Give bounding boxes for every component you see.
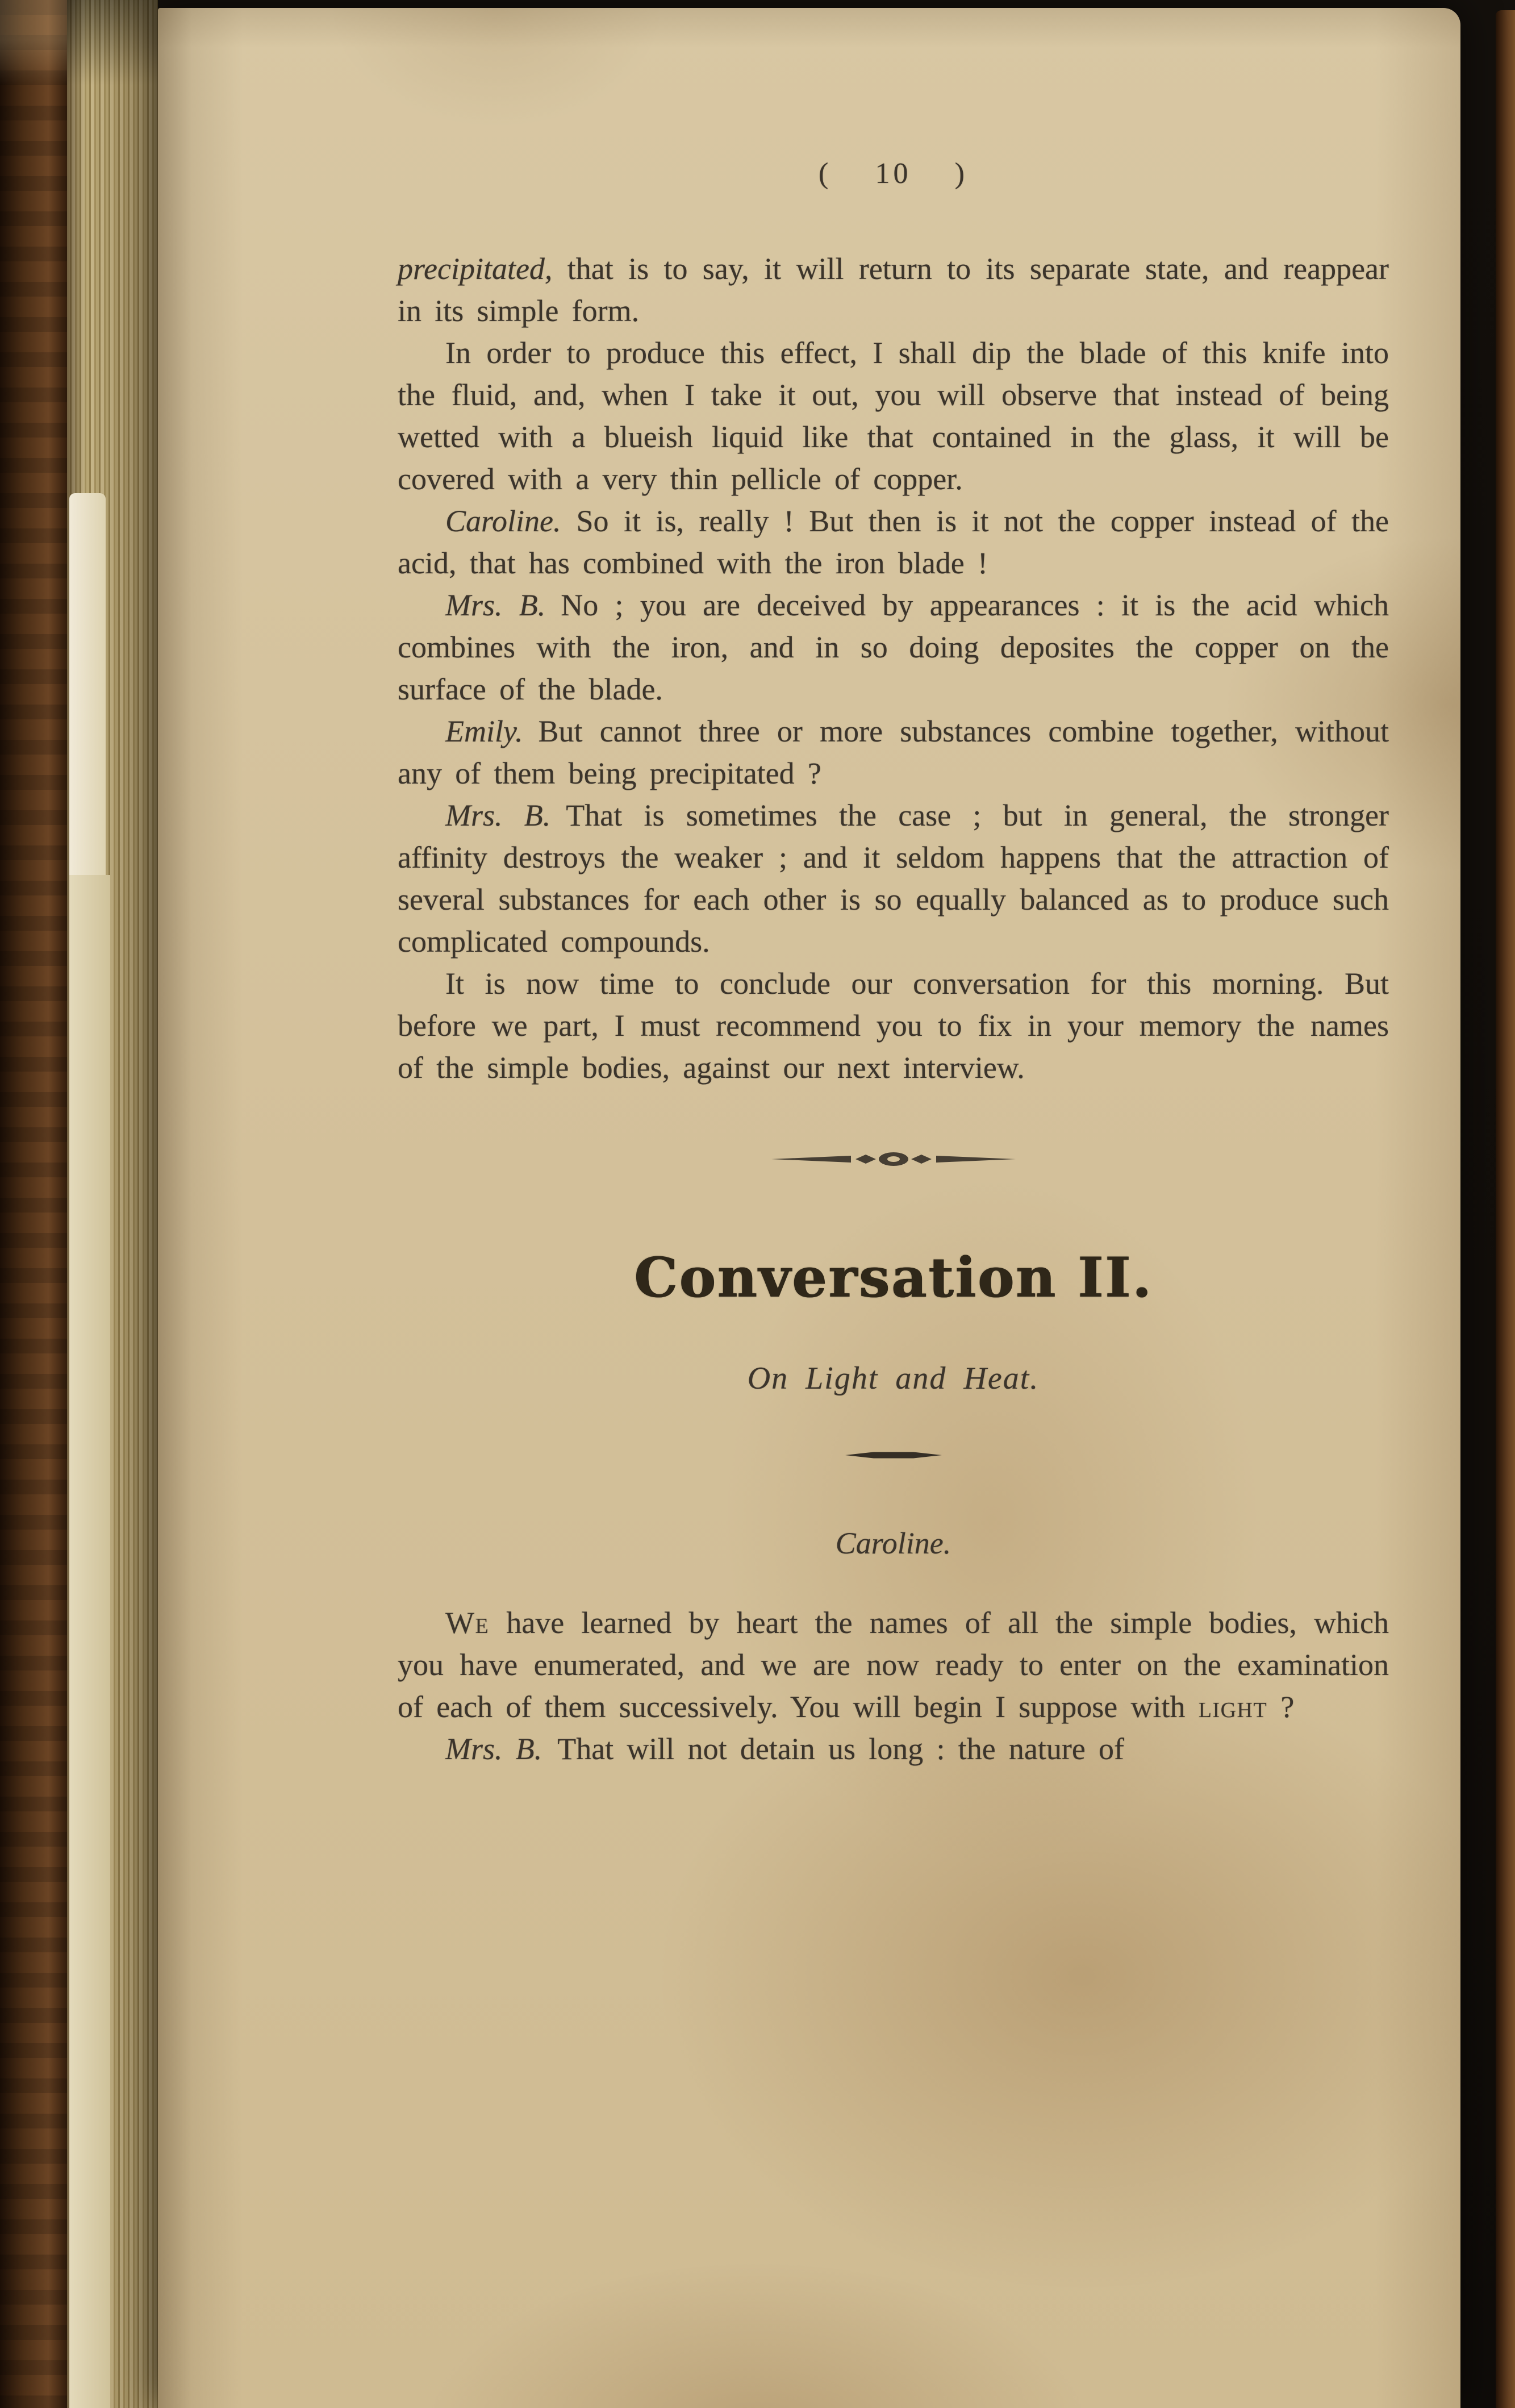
text-segment: No ; you are deceived by appearances : it is the acid which combines with the iron, and in so doing deposites the copper on the surface of the blade. xyxy=(398,588,1389,706)
fleuron-divider-icon xyxy=(398,1149,1389,1172)
book-spine-leather xyxy=(0,0,67,2408)
speaker-name: Mrs. B. xyxy=(445,588,546,622)
text-segment: have learned by heart the names of all the simple bodies, which you have enumerated, and we are now ready to enter on the examination of each of them successively. You will begin I suppose with xyxy=(398,1606,1389,1724)
speaker-name: precipitated, xyxy=(398,252,553,286)
rule-divider-icon xyxy=(398,1451,1389,1462)
speaker-name: Caroline. xyxy=(445,504,561,538)
section-heading: Conversation II. xyxy=(633,1245,1153,1310)
text-segment: It is now time to conclude our conversation for this morning. But before we part, I must recommend you to fix in your memory the names of the simple bodies, against our next interview. xyxy=(398,966,1389,1085)
speaker-heading: Caroline. xyxy=(835,1526,951,1561)
text-segment: light xyxy=(1198,1690,1268,1724)
paragraph xyxy=(398,332,1389,500)
paragraph xyxy=(398,710,1389,794)
text-segment: In order to produce this effect, I shall dip the blade of this knife into the fluid, and, when I take it out, you will observe that instead of being wetted with a blueish liquid like that contained in the glass, it will be covered with a very thin pellicle of copper. xyxy=(398,336,1389,496)
paragraph xyxy=(398,1602,1389,1728)
paragraph xyxy=(398,794,1389,963)
text-segment: ? xyxy=(1267,1690,1295,1724)
speaker-name: Emily. xyxy=(445,714,523,748)
text-segment: That is sometimes the case ; but in general, the stronger affinity destroys the weaker ; and it seldom happens that the attraction of several substances for each other is so equally balanced as to produce such complicated compounds. xyxy=(398,798,1389,959)
speaker-name: Mrs. B. xyxy=(445,1732,542,1767)
text-segment: So it is, really ! But then is it not the copper instead of the acid, that has combined with the iron blade ! xyxy=(398,504,1389,580)
text-segment: That will not detain us long : the nature of xyxy=(542,1732,1124,1767)
paragraph xyxy=(398,963,1389,1089)
protruding-page-edge xyxy=(69,493,106,885)
page-number: ( 10 ) xyxy=(818,157,969,190)
speaker-name: Mrs. B. xyxy=(445,798,551,832)
lower-page-edge xyxy=(69,875,110,2408)
dialogue-bottom xyxy=(398,1602,1389,1770)
paragraph xyxy=(398,584,1389,710)
text-segment: We xyxy=(445,1606,490,1640)
paragraph xyxy=(398,500,1389,584)
dialogue-top xyxy=(398,248,1389,1089)
section-subtitle: On Light and Heat. xyxy=(747,1361,1040,1397)
paragraph xyxy=(398,248,1389,332)
book-cover-right-edge xyxy=(1496,10,1515,2408)
text-segment: But cannot three or more substances combine together, without any of them being precipitated ? xyxy=(398,714,1389,790)
text-segment: that is to say, it will return to its separate state, and reappear in its simple form. xyxy=(398,252,1389,328)
paragraph xyxy=(398,1728,1389,1770)
book-page xyxy=(158,8,1460,2408)
